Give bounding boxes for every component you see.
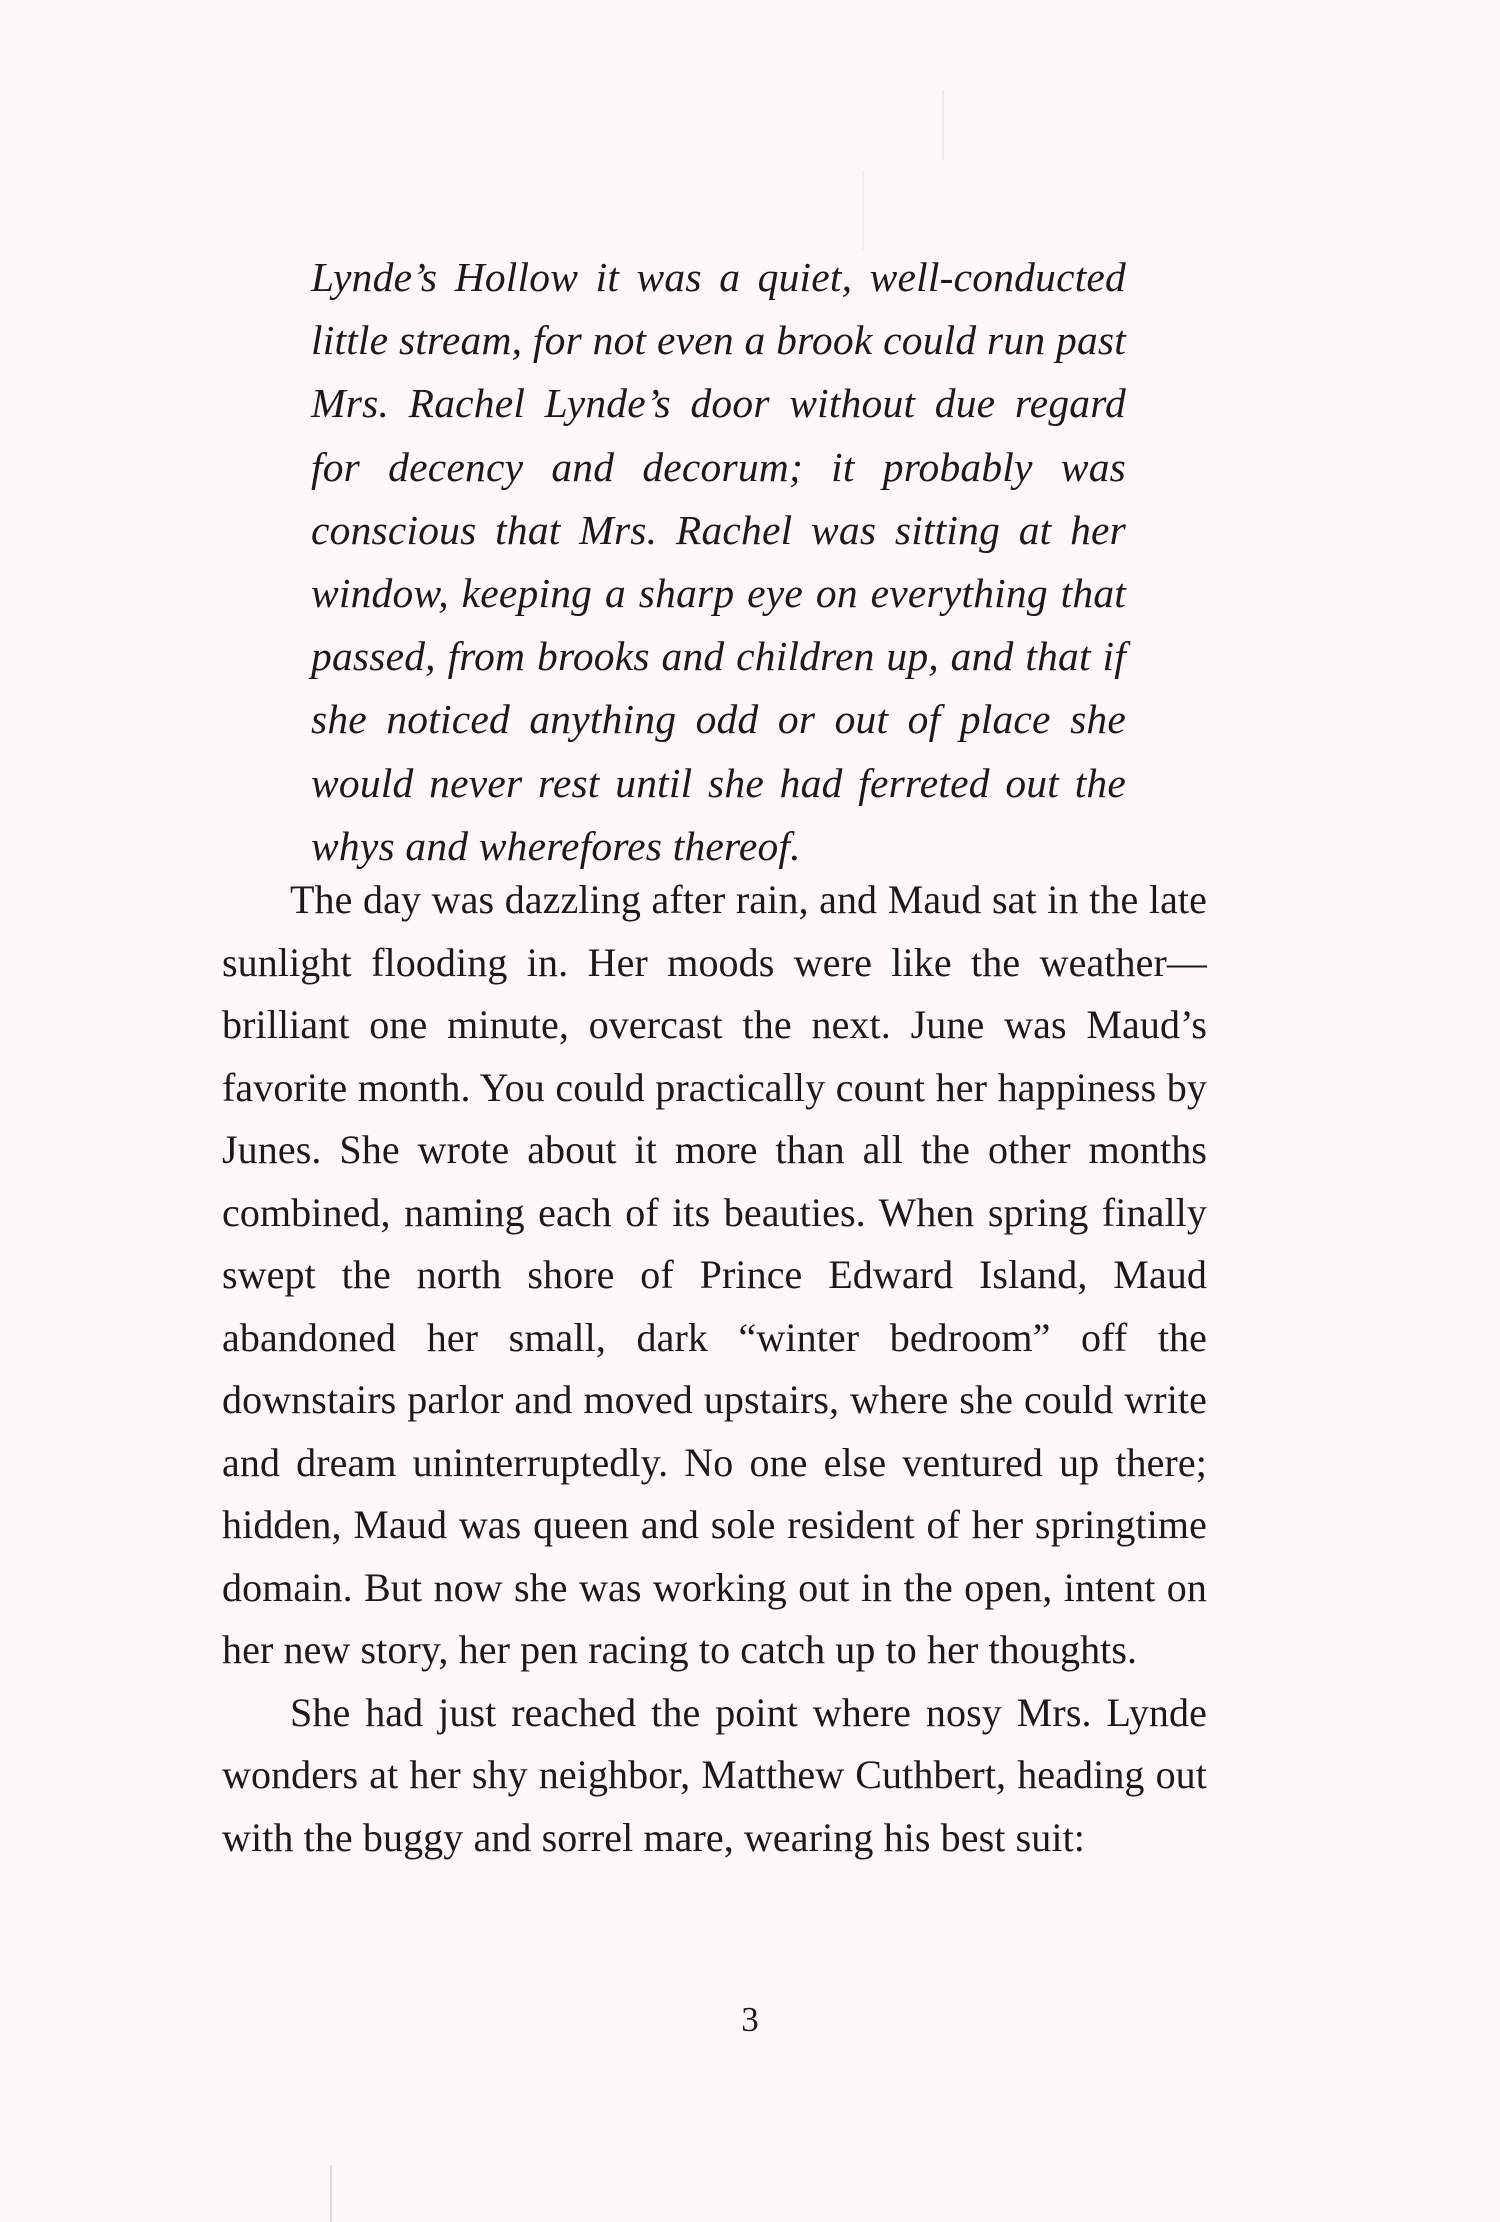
body-paragraph: She had just reached the point where nosy Mrs. Lynde wonders at her shy neighbor, Matthew Cuthbert, heading out with the buggy and sorrel mare, wearing his best suit: bbox=[222, 1689, 1207, 1860]
scan-artifact bbox=[862, 170, 864, 250]
page-number: 3 bbox=[741, 2000, 759, 2039]
scan-artifact bbox=[330, 2165, 332, 2222]
epigraph-quote: Lynde’s Hollow it was a quiet, well-conducted little stream, for not even a brook could run past Mrs. Rachel Lynde’s door without due regard for decency and decorum; it probably was conscious that Mrs. Rachel was sitting at her window, keeping a sharp eye on everything that passed, from brooks and children up, and that if she noticed anything odd or out of place she would never rest until she had ferreted out the whys and wherefores thereof. bbox=[311, 254, 1126, 869]
body-paragraph: The day was dazzling after rain, and Maud sat in the late sunlight flooding in. Her moods were like the weather—brilliant one minute, overcast the next. June was Maud’s favorite month. You could practically count her happiness by Junes. She wrote about it more than all the other months combined, naming each of its beauties. When spring finally swept the north shore of Prince Edward Island, Maud abandoned her small, dark “winter bedroom” off the downstairs parlor and moved upstairs, where she could write and dream uninterruptedly. No one else ventured up there; hidden, Maud was queen and sole resident of her springtime domain. But now she was working out in the open, intent on her new story, her pen racing to catch up to her thoughts. bbox=[222, 877, 1207, 1672]
body-text bbox=[222, 869, 1207, 1869]
scan-artifact bbox=[942, 90, 944, 160]
